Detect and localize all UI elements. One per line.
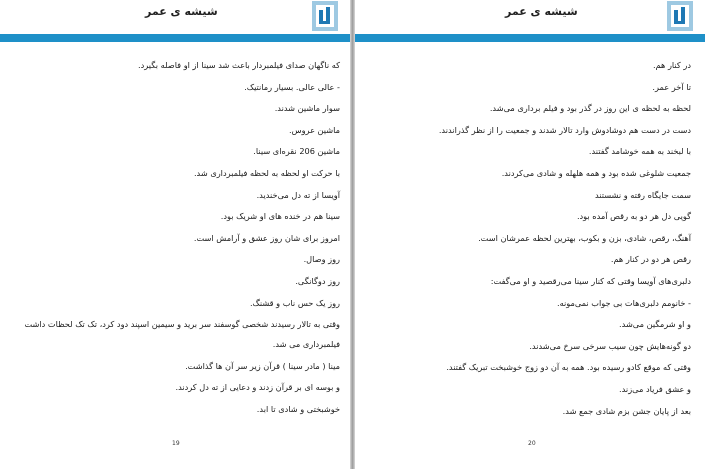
text-line: فیلمبرداری می شد. — [272, 339, 340, 350]
text-line: دلبری‌های آویسا وقتی که کنار سینا می‌رقصید و او می‌گفت: — [490, 275, 691, 286]
text-line: آهنگ، رقص، شادی، بزن و بکوب، بهترین لحظه عمرشان است. — [478, 232, 691, 243]
text-line: آویسا از ته دل می‌خندید. — [256, 189, 340, 200]
text-line: سمت جایگاه رفته و نشستند — [595, 189, 691, 200]
text-line: دو گونه‌هایش چون سیب سرخی سرخ می‌شدند. — [529, 340, 691, 351]
right-page-text — [375, 60, 691, 427]
right-page-header — [355, 0, 705, 44]
left-page-number: 19 — [172, 440, 180, 447]
left-page-header-title: شیشه ی عمر — [145, 5, 218, 18]
text-line: سوار ماشین شدند. — [274, 103, 340, 114]
text-line: روز دوگانگی. — [295, 275, 340, 286]
text-line: جمعیت شلوغی شده بود و همه هلهله و شادی می‌کردند. — [501, 167, 691, 178]
text-line: دست در دست هم دوشادوش وارد تالار شدند و جمعیت را از نظر گذراندند. — [438, 124, 691, 135]
text-line: گویی دل هر دو به رقص آمده بود. — [576, 211, 691, 222]
text-line: بعد از پایان جشن بزم شادی جمع شد. — [562, 405, 691, 416]
book-logo-icon — [310, 0, 340, 32]
text-line: روز وصال. — [303, 254, 340, 265]
text-line: امروز برای شان روز عشق و آرامش است. — [193, 232, 340, 243]
left-page — [0, 0, 350, 469]
text-line: مینا ( مادر سینا ) قرآن زیر سر آن ها گذاشت. — [185, 360, 340, 371]
text-line: - خانومم دلبری‌هات بی جواب نمی‌مونه. — [556, 297, 691, 308]
text-line: تا آخر عمر. — [652, 81, 691, 92]
left-header-rule — [0, 34, 350, 42]
text-line: خوشبختی و شادی تا ابد. — [256, 403, 340, 414]
text-line: ماشین عروس. — [289, 124, 340, 135]
text-line: ماشین 206 نقره‌ای سینا. — [253, 146, 340, 157]
text-line: لحظه به لحظه ی این روز در گذر بود و فیلم برداری می‌شد. — [489, 103, 691, 114]
text-line: و او شرمگین می‌شد. — [619, 319, 691, 330]
text-line: - عالی عالی. بسیار رمانتیک. — [244, 81, 340, 92]
text-line: روز یک حس ناب و قشنگ. — [249, 297, 340, 308]
left-page-text — [22, 60, 340, 426]
left-page-header — [0, 0, 350, 44]
text-line: سینا هم در خنده های او شریک بود. — [220, 211, 340, 222]
text-line: رقص هر دو در کنار هم. — [610, 254, 691, 265]
right-header-rule — [355, 34, 705, 42]
text-line: و بوسه ای بر قرآن زدند و دعایی از ته دل کردند. — [175, 382, 340, 393]
book-logo-icon — [665, 0, 695, 32]
text-line: وقتی به تالار رسیدند شخصی گوسفند سر برید و سیمین اسپند دود کرد، تک تک لحظات داشت — [24, 319, 340, 330]
right-page — [355, 0, 705, 469]
text-line: با لبخند به همه خوشامد گفتند. — [588, 146, 691, 157]
text-line: وقتی که موقع کادو رسیده بود. همه به آن دو زوج خوشبخت تبریک گفتند. — [446, 362, 691, 373]
right-page-header-title: شیشه ی عمر — [505, 5, 578, 18]
right-page-number: 20 — [528, 440, 536, 447]
text-line: که ناگهان صدای فیلمبردار باعث شد سینا از او فاصله بگیرد. — [138, 60, 340, 70]
text-line: و عشق فریاد می‌زند. — [619, 383, 691, 394]
text-line: در کنار هم. — [653, 60, 691, 70]
text-line: با حرکت او لحظه به لحظه فیلمبرداری شد. — [193, 167, 340, 178]
